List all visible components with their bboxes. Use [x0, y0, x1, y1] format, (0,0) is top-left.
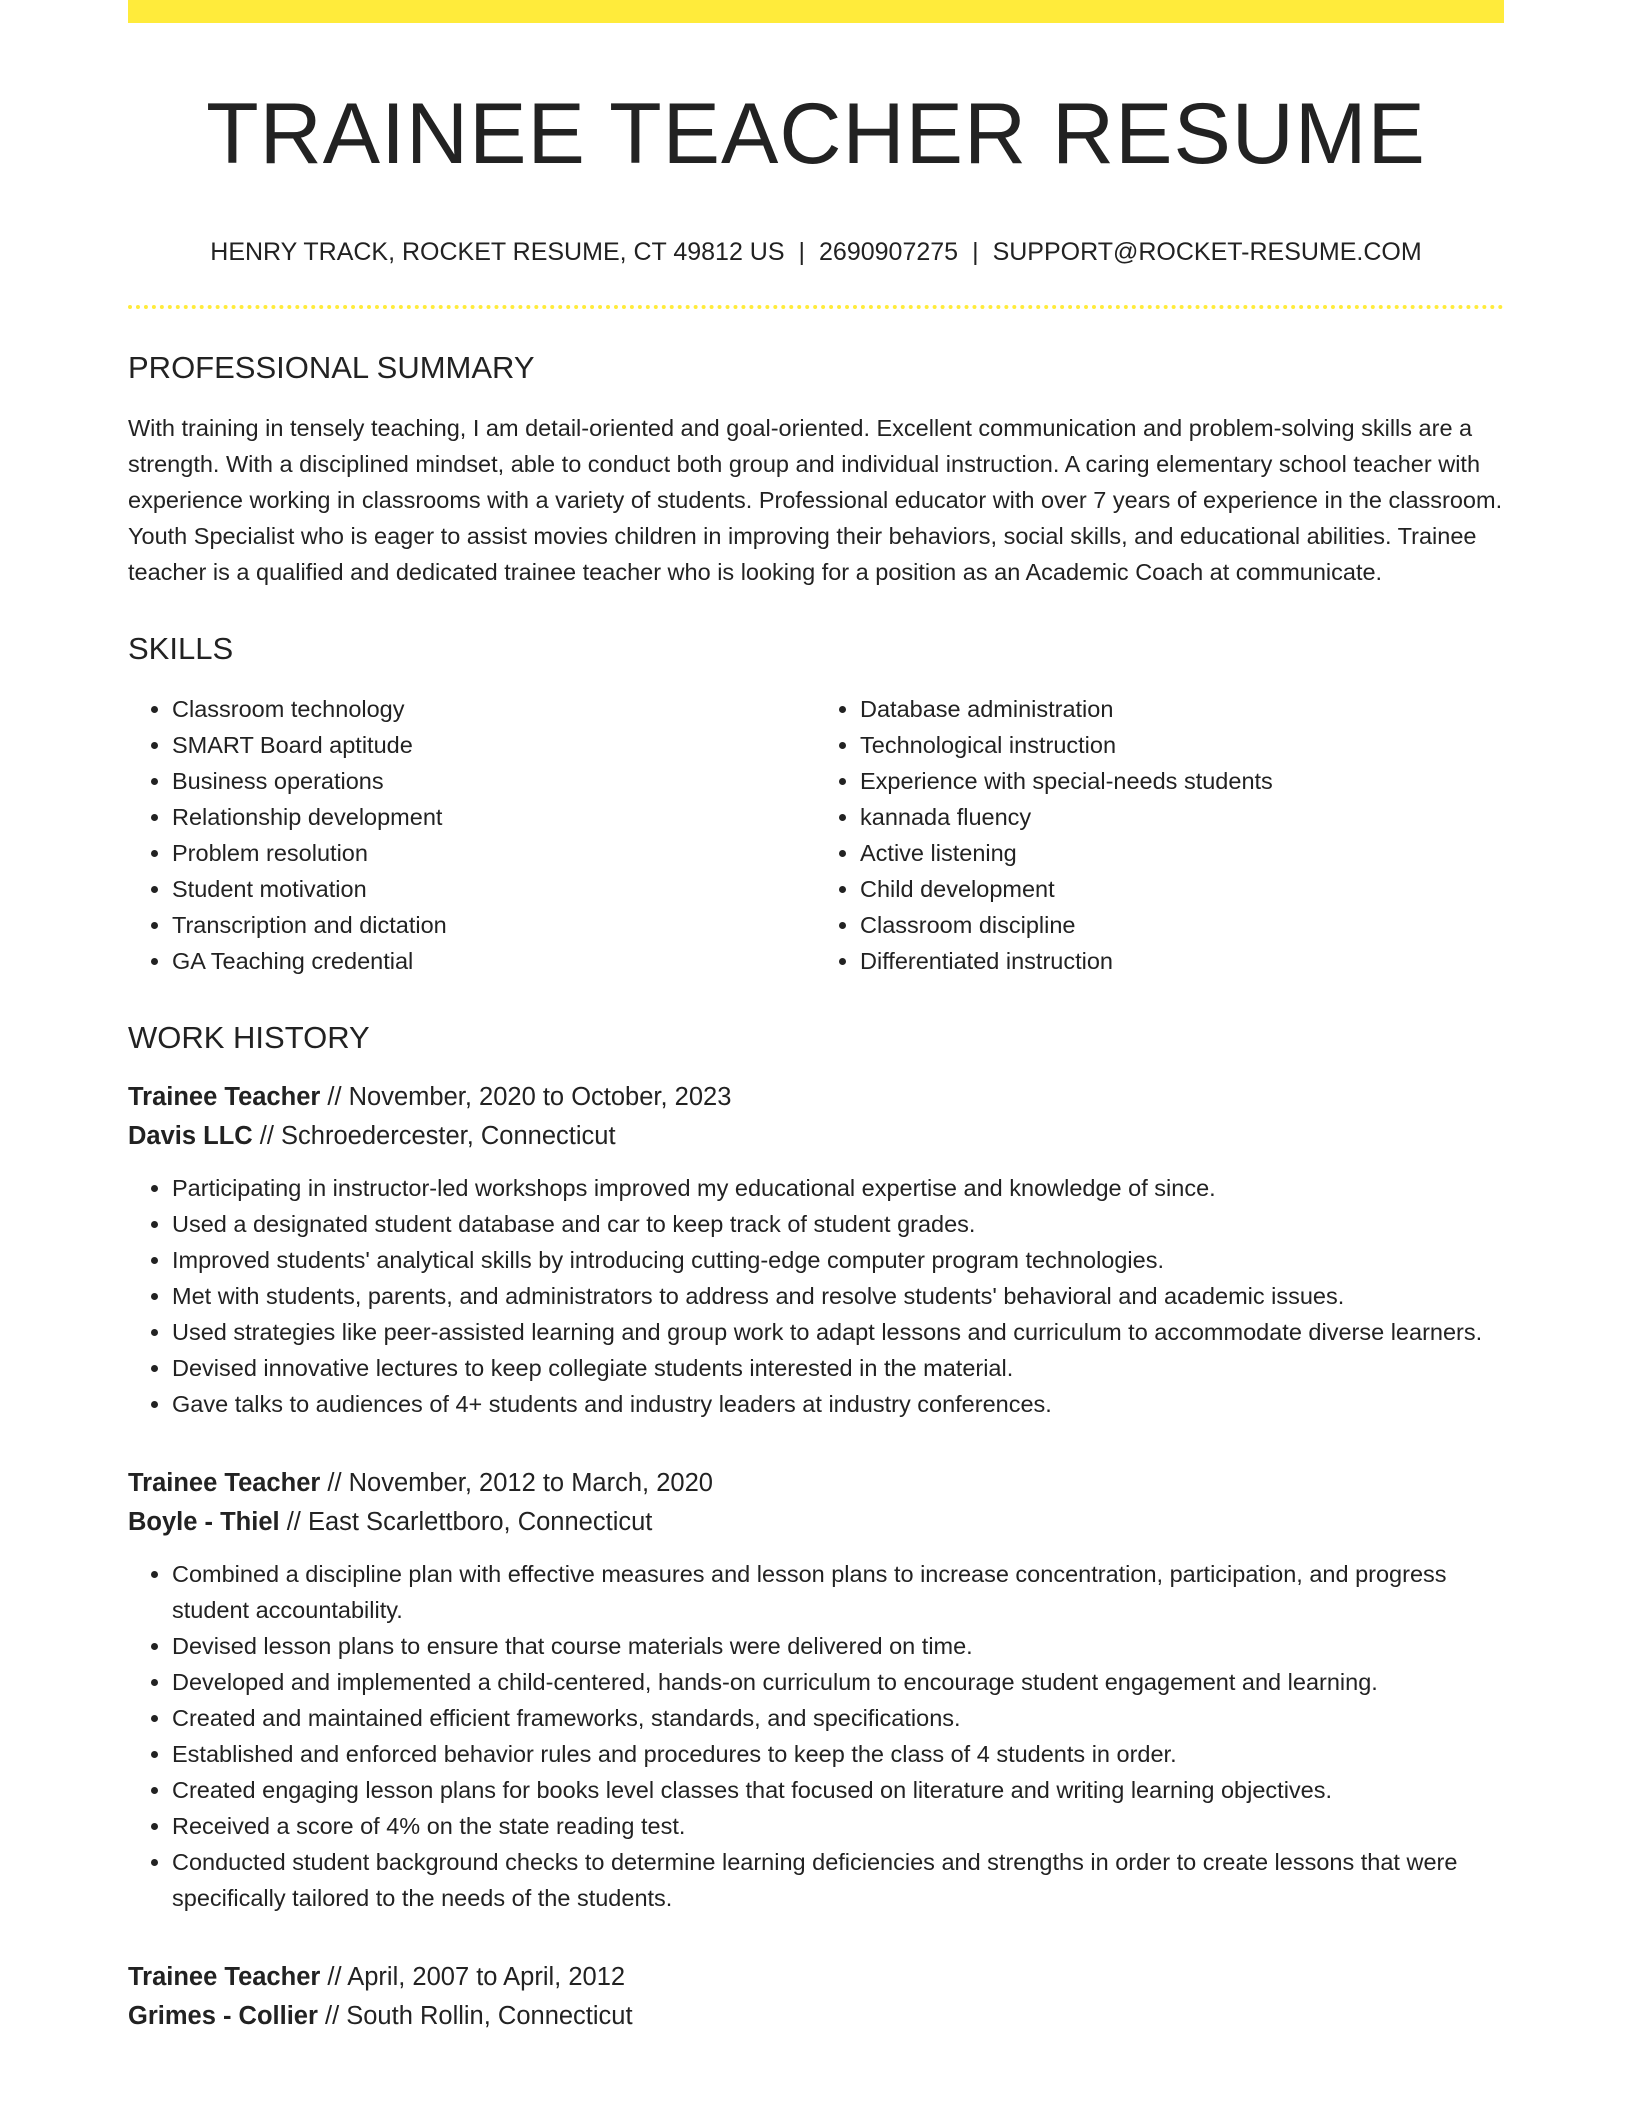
skill-item: • Database administration [860, 691, 1504, 727]
job-bullet: • Met with students, parents, and administrators to address and resolve students' behavioral and academic issues. [172, 1278, 1504, 1314]
skill-item: • Business operations [172, 763, 816, 799]
skills-column-right [816, 691, 1504, 979]
skill-item: • Classroom technology [172, 691, 816, 727]
skill-item: • Transcription and dictation [172, 907, 816, 943]
job-title: Trainee Teacher [128, 1963, 321, 1992]
skill-item: • Differentiated instruction [860, 943, 1504, 979]
job-bullet: • Conducted student background checks to determine learning deficiencies and strengths in order to create lessons that were specifically tailored to the needs of the students. [172, 1844, 1504, 1916]
job-bullet: • Used a designated student database and car to keep track of student grades. [172, 1206, 1504, 1242]
job-location: // Schroedercester, Connecticut [252, 1122, 616, 1151]
skill-item: • Technological instruction [860, 727, 1504, 763]
job-bullet: • Developed and implemented a child-centered, hands-on curriculum to encourage student engagement and learning. [172, 1664, 1504, 1700]
skill-item: • SMART Board aptitude [172, 727, 816, 763]
job-title: Trainee Teacher [128, 1083, 321, 1112]
contact-email: SUPPORT@ROCKET-RESUME.COM [992, 238, 1422, 267]
job-location: // East Scarlettboro, Connecticut [279, 1508, 653, 1537]
skill-item: • Student motivation [172, 871, 816, 907]
job-company-line [128, 1503, 1504, 1542]
skill-item: • Active listening [860, 835, 1504, 871]
skill-item: • Experience with special-needs students [860, 763, 1504, 799]
job-location: // South Rollin, Connecticut [317, 2002, 633, 2031]
job-bullet: • Used strategies like peer-assisted learning and group work to adapt lessons and curriculum to accommodate diverse learners. [172, 1314, 1504, 1350]
job-company: Boyle - Thiel [128, 1508, 280, 1537]
job-bullet: • Devised innovative lectures to keep collegiate students interested in the material. [172, 1350, 1504, 1386]
resume-content [128, 0, 1504, 2036]
job-entry [128, 1078, 1504, 1422]
page-title: TRAINEE TEACHER RESUME [206, 86, 1426, 182]
contact-line [128, 236, 1504, 269]
contact-separator: | [798, 238, 806, 267]
summary-heading: PROFESSIONAL SUMMARY [128, 349, 535, 385]
skill-item: • Child development [860, 871, 1504, 907]
job-title: Trainee Teacher [128, 1469, 321, 1498]
job-bullets [128, 1170, 1504, 1422]
contact-address: HENRY TRACK, ROCKET RESUME, CT 49812 US [210, 238, 785, 267]
skill-item: • GA Teaching credential [172, 943, 816, 979]
contact-separator: | [972, 238, 979, 267]
job-dates: // November, 2012 to March, 2020 [320, 1469, 713, 1498]
job-bullet: • Created and maintained efficient frameworks, standards, and specifications. [172, 1700, 1504, 1736]
job-bullet: • Devised lesson plans to ensure that course materials were delivered on time. [172, 1628, 1504, 1664]
job-bullet: • Received a score of 4% on the state reading test. [172, 1808, 1504, 1844]
skill-item: • kannada fluency [860, 799, 1504, 835]
job-entry [128, 1464, 1504, 1916]
dotted-divider [128, 305, 1504, 309]
job-company: Grimes - Collier [128, 2002, 318, 2031]
skills-column-left [128, 691, 816, 979]
work-history-heading: WORK HISTORY [128, 1020, 370, 1056]
job-bullet: • Combined a discipline plan with effective measures and lesson plans to increase concentration, participation, and progress student accountability. [172, 1556, 1504, 1628]
job-dates: // April, 2007 to April, 2012 [320, 1963, 626, 1992]
contact-phone: 2690907275 [819, 238, 959, 267]
summary-text: With training in tensely teaching, I am detail-oriented and goal-oriented. Excellent communication and problem-solving skills are a strength. With a disciplined mindset, able to conduct both group and individual instruction. A caring elementary school teacher with experience working in classrooms with a variety of students. Professional educator with over 7 years of experience in the classroom. Youth Specialist who is eager to assist movies children in improving their behaviors, social skills, and educational abilities. Trainee teacher is a qualified and dedicated trainee teacher who is looking for a position as an Academic Coach at communicate. [128, 414, 1503, 585]
job-company-line [128, 1997, 1504, 2036]
job-bullet: • Gave talks to audiences of 4+ students and industry leaders at industry conferences. [172, 1386, 1504, 1422]
job-company: Davis LLC [128, 1122, 253, 1151]
skill-item: • Relationship development [172, 799, 816, 835]
job-title-line [128, 1464, 1504, 1503]
job-bullet: • Created engaging lesson plans for books level classes that focused on literature and writing learning objectives. [172, 1772, 1504, 1808]
job-title-line [128, 1078, 1504, 1117]
skill-item: • Problem resolution [172, 835, 816, 871]
job-bullet: • Improved students' analytical skills by introducing cutting-edge computer program technologies. [172, 1242, 1504, 1278]
job-company-line [128, 1117, 1504, 1156]
top-accent-bar [128, 0, 1504, 23]
job-title-line [128, 1958, 1504, 1997]
job-bullet: • Participating in instructor-led workshops improved my educational expertise and knowledge of since. [172, 1170, 1504, 1206]
skills-heading: SKILLS [128, 630, 234, 666]
job-bullets [128, 1556, 1504, 1916]
job-bullet: • Established and enforced behavior rules and procedures to keep the class of 4 students in order. [172, 1736, 1504, 1772]
job-dates: // November, 2020 to October, 2023 [320, 1083, 732, 1112]
job-entry [128, 1958, 1504, 2036]
skill-item: • Classroom discipline [860, 907, 1504, 943]
skills-list [128, 691, 1504, 979]
